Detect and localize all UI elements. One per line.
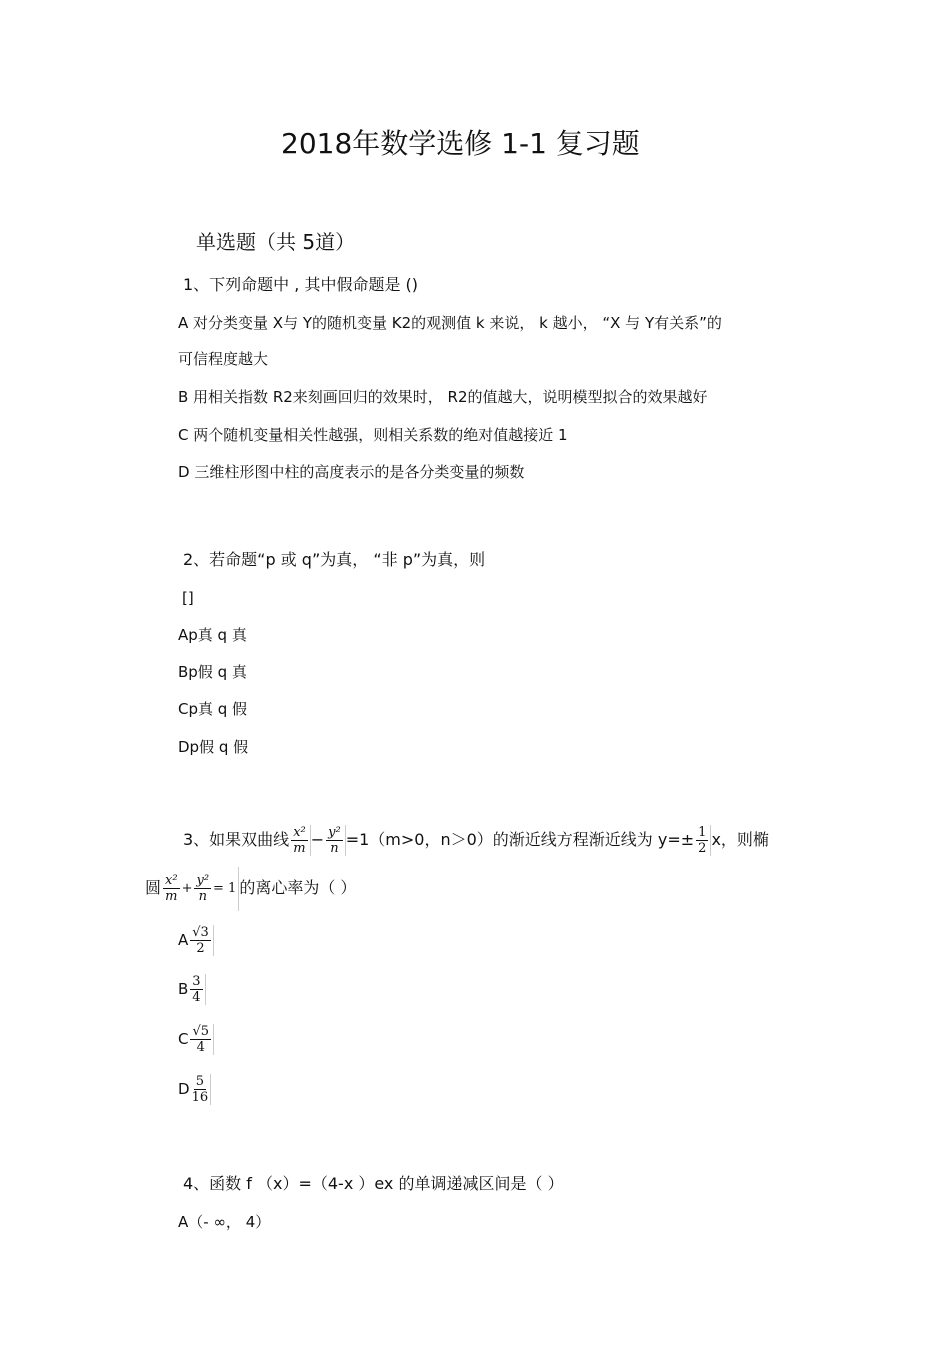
q3-option-d-label: D <box>178 1080 190 1098</box>
q3-line2-post: 的离心率为（ ） <box>239 878 357 897</box>
q1-option-b: B 用相关指数 R2来刻画回归的效果时， R2的值越大，说明模型拟合的效果越好 <box>178 388 708 406</box>
q3-option-a-frac <box>188 925 214 956</box>
q3-mid: =1（m>0，n＞0）的渐近线方程渐近线为 y=± <box>345 830 695 849</box>
q1-stem: 1、下列命题中 , 其中假命题是 () <box>183 275 419 294</box>
q3-d-num: 5 <box>195 1074 204 1089</box>
q3-option-c-frac <box>188 1024 214 1055</box>
hyperbola-y-num: y² <box>328 825 341 840</box>
ellipse-y-num: y² <box>196 873 210 888</box>
document-title: 2018年数学选修 1-1 复习题 <box>281 127 640 160</box>
q3-b-num: 3 <box>192 974 201 989</box>
q3-option-d <box>178 1067 211 1111</box>
q2-option-b: Bp假 q 真 <box>178 663 247 681</box>
ellipse-x-den: m <box>165 889 178 904</box>
q3-c-num: √5 <box>192 1024 210 1039</box>
ellipse-y-den: n <box>198 889 207 904</box>
q3-pre: 3、如果双曲线 <box>183 830 290 849</box>
q3-d-den: 16 <box>191 1090 209 1105</box>
hyperbola-y-den: n <box>330 841 339 856</box>
q3-option-b-frac <box>188 974 205 1005</box>
section-heading: 单选题（共 5道） <box>196 230 356 254</box>
minus-sign: − <box>310 830 325 849</box>
slope-num: 1 <box>698 825 707 840</box>
q2-option-c: Cp真 q 假 <box>178 700 248 718</box>
ellipse-x-num: x² <box>165 873 178 888</box>
q1-option-a-cont: 可信程度越大 <box>178 350 269 368</box>
ellipse-equation <box>161 867 239 911</box>
q3-stem-line2 <box>145 866 356 911</box>
q4-option-a: A（- ∞， 4） <box>178 1213 271 1231</box>
ellipse-eq-one: = 1 <box>213 880 237 896</box>
q1-option-c: C 两个随机变量相关性越强，则相关系数的绝对值越接近 1 <box>178 426 568 444</box>
q3-option-b <box>178 967 206 1011</box>
q3-a-den: 2 <box>196 941 205 956</box>
q3-stem-line1 <box>183 818 769 862</box>
q3-option-c-label: C <box>178 1030 189 1048</box>
asymptote-slope <box>694 825 711 856</box>
q3-b-den: 4 <box>192 990 201 1005</box>
hyperbola-x-num: x² <box>293 825 306 840</box>
q1-option-a: A 对分类变量 X与 Y的随机变量 K2的观测值 k 来说， k 越小， “X 与 Y有关系”的 <box>178 314 722 332</box>
q4-stem: 4、函数 f （x）=（4-x ）ex 的单调递减区间是（ ） <box>183 1174 564 1193</box>
q3-option-b-label: B <box>178 980 189 998</box>
q2-stem: 2、若命题“p 或 q”为真， “非 p”为真，则 <box>183 550 486 569</box>
ellipse-term-y <box>192 873 213 904</box>
hyperbola-term-y <box>324 825 346 856</box>
hyperbola-x-den: m <box>293 841 306 856</box>
q2-bracket: [] <box>182 589 194 607</box>
q3-option-a-label: A <box>178 931 189 949</box>
slope-den: 2 <box>698 841 707 856</box>
q1-option-d: D 三维柱形图中柱的高度表示的是各分类变量的频数 <box>178 463 525 481</box>
plus-sign: + <box>181 880 193 896</box>
q3-post: x，则椭 <box>711 830 769 849</box>
ellipse-term-x <box>161 873 182 904</box>
q3-option-c <box>178 1017 214 1061</box>
hyperbola-term-x <box>289 825 311 856</box>
q3-a-num: √3 <box>192 925 209 940</box>
q2-option-d: Dp假 q 假 <box>178 738 249 756</box>
q2-option-a: Ap真 q 真 <box>178 626 247 644</box>
q3-option-d-frac <box>190 1074 212 1105</box>
q3-c-den: 4 <box>196 1040 205 1055</box>
q3-option-a <box>178 918 214 962</box>
q3-line2-pre: 圆 <box>145 878 162 897</box>
